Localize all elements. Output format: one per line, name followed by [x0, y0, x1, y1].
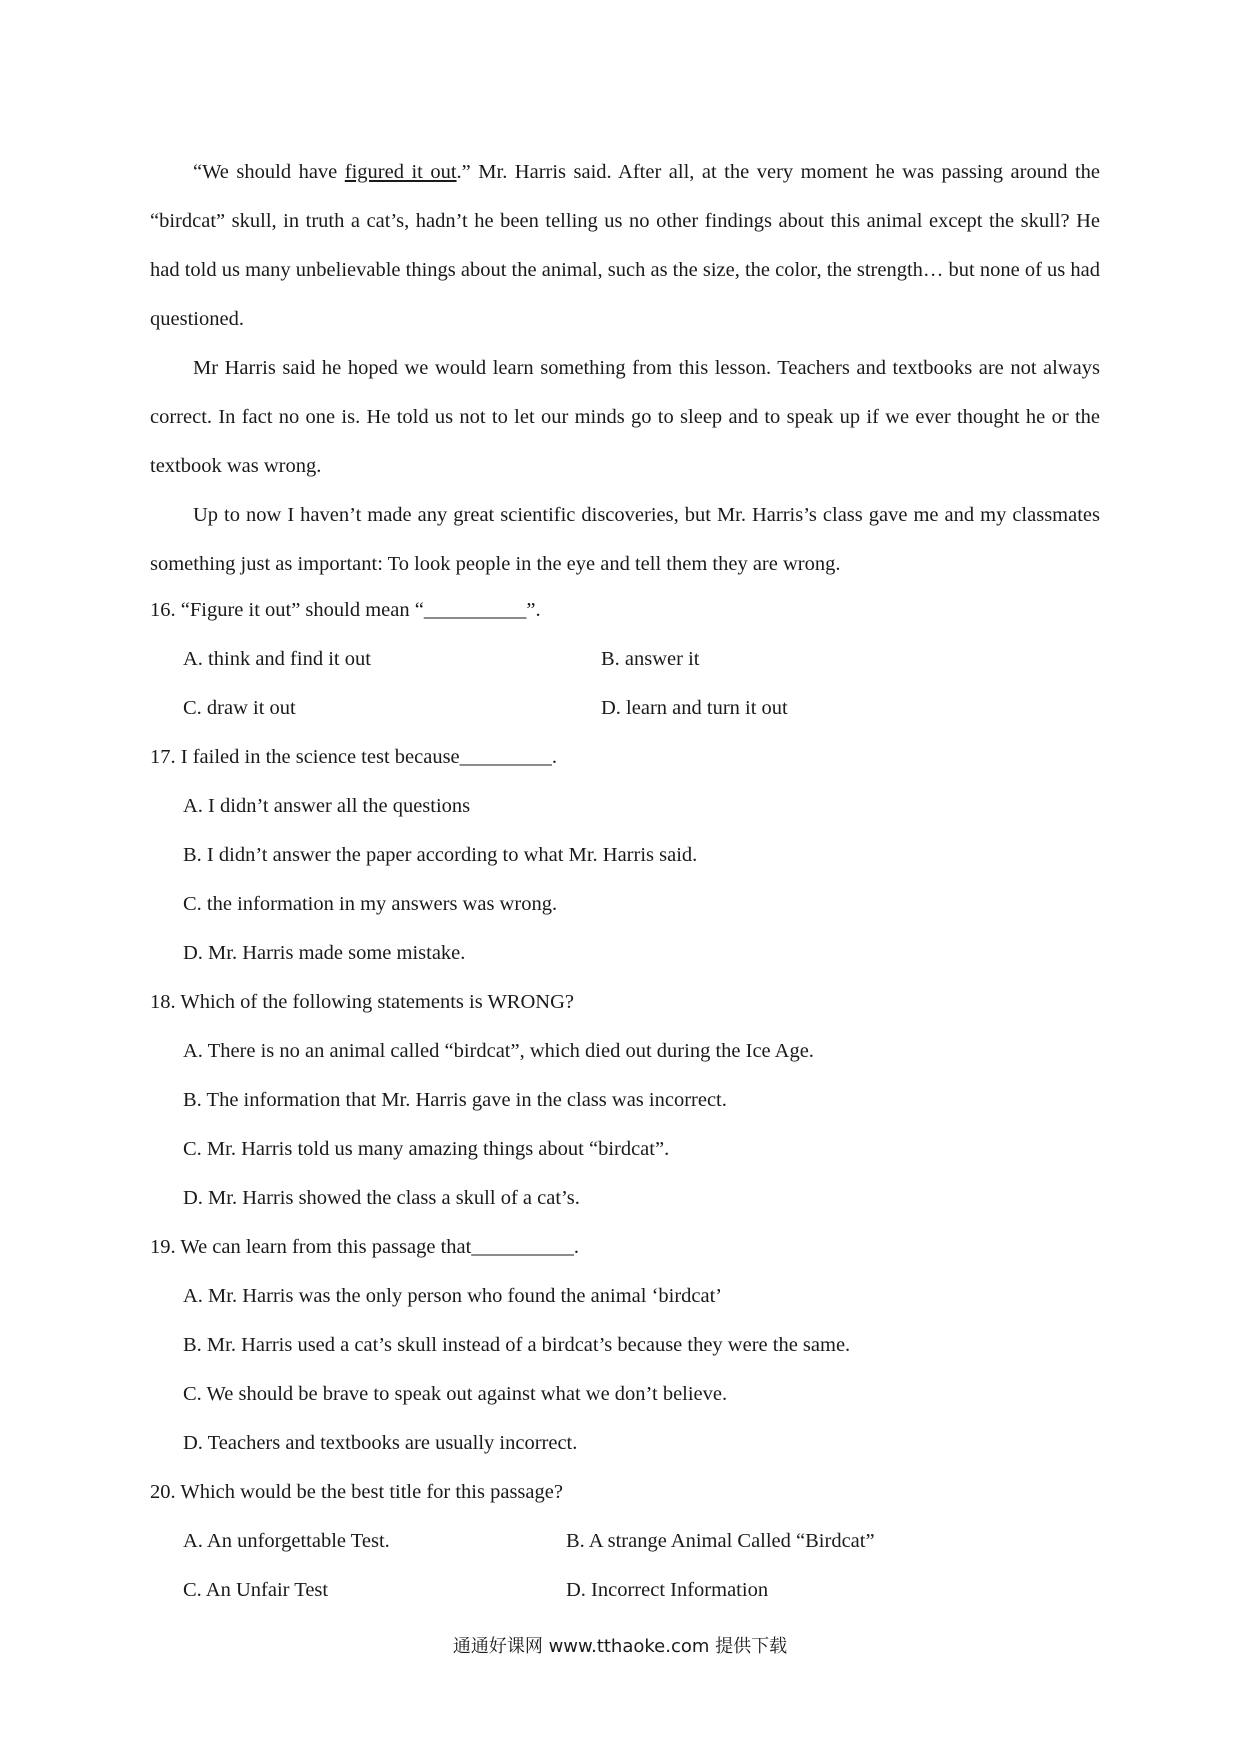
option-18-b: B. The information that Mr. Harris gave in the class was incorrect. [183, 1089, 727, 1111]
paragraph-text: .” Mr. Harris said. After all, at the very moment he was passing around the “birdcat” skull, in truth a cat’s, hadn’t he been telling us no other findings about this animal except the skull? He had told us many unbelievable things about the animal, such as the size, the color, the strength… but none of us had questioned. [150, 161, 1100, 330]
option-19-a: A. Mr. Harris was the only person who found the animal ‘birdcat’ [183, 1285, 723, 1307]
option-16-c: C. draw it out [183, 697, 296, 719]
question-19: 19. We can learn from this passage that__________. [150, 1236, 579, 1258]
option-17-c: C. the information in my answers was wrong. [183, 893, 558, 915]
option-20-b: B. A strange Animal Called “Birdcat” [566, 1530, 875, 1552]
option-19-b: B. Mr. Harris used a cat’s skull instead of a birdcat’s because they were the same. [183, 1334, 851, 1356]
option-19-d: D. Teachers and textbooks are usually incorrect. [183, 1432, 578, 1454]
option-19-c: C. We should be brave to speak out against what we don’t believe. [183, 1383, 728, 1405]
option-20-d: D. Incorrect Information [566, 1579, 769, 1601]
passage-paragraph-3: Up to now I haven’t made any great scientific discoveries, but Mr. Harris’s class gave me and my classmates something just as important: To look people in the eye and tell them they are wrong. [150, 504, 1100, 575]
passage-paragraph-2: Mr Harris said he hoped we would learn something from this lesson. Teachers and textbooks are not always correct. In fact no one is. He told us not to let our minds go to sleep and to speak up if we ever thought he or the textbook was wrong. [150, 357, 1100, 477]
question-17: 17. I failed in the science test because_________. [150, 746, 558, 768]
option-16-d: D. learn and turn it out [601, 697, 788, 719]
option-16-b: B. answer it [601, 648, 700, 670]
option-17-d: D. Mr. Harris made some mistake. [183, 942, 466, 964]
paragraph-text: “We should have [193, 161, 345, 183]
option-18-c: C. Mr. Harris told us many amazing things about “birdcat”. [183, 1138, 670, 1160]
option-18-d: D. Mr. Harris showed the class a skull of a cat’s. [183, 1187, 580, 1209]
underlined-phrase: figured it out [344, 161, 457, 183]
question-20: 20. Which would be the best title for this passage? [150, 1481, 563, 1503]
option-16-a: A. think and find it out [183, 648, 371, 670]
option-18-a: A. There is no an animal called “birdcat”, which died out during the Ice Age. [183, 1040, 814, 1062]
option-20-c: C. An Unfair Test [183, 1579, 329, 1601]
option-17-b: B. I didn’t answer the paper according to what Mr. Harris said. [183, 844, 698, 866]
page-footer: 通通好课网 www.tthaoke.com 提供下载 [452, 1636, 788, 1657]
passage-paragraph-1 [150, 148, 1100, 344]
question-18: 18. Which of the following statements is WRONG? [150, 991, 574, 1013]
option-17-a: A. I didn’t answer all the questions [183, 795, 471, 817]
question-16: 16. “Figure it out” should mean “__________”. [150, 599, 541, 621]
option-20-a: A. An unforgettable Test. [183, 1530, 390, 1552]
